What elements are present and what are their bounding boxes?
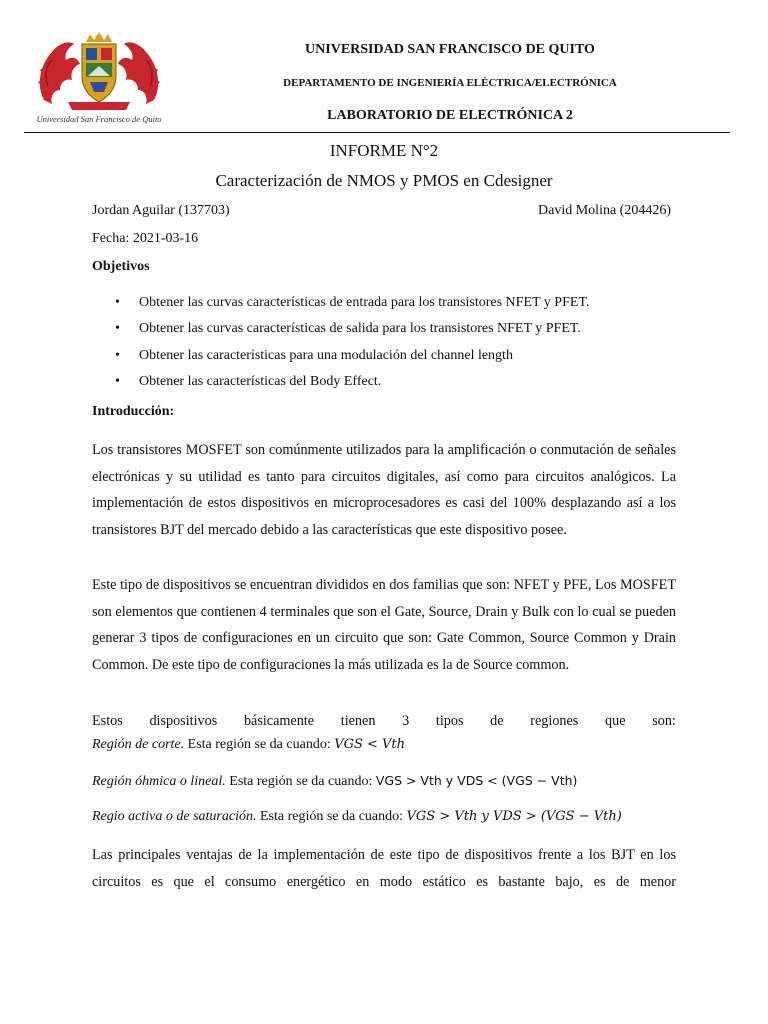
region-cutoff-label: Región de corte.	[92, 737, 185, 752]
author-left: Jordan Aguilar (137703)	[92, 203, 230, 218]
region-ohmic	[92, 773, 577, 790]
word: que	[605, 713, 626, 729]
region-cutoff-text: Esta región se da cuando:	[187, 737, 331, 752]
logo-caption: Universidad San Francisco de Quito	[36, 114, 162, 124]
university-name: UNIVERSIDAD SAN FRANCISCO DE QUITO	[305, 42, 595, 57]
word: de	[490, 713, 504, 729]
intro-paragraph-1: Los transistores MOSFET son comúnmente utilizados para la amplificación o conmutación de señales electrónicas y su utilidad es tanto para circuitos digitales, así como para circuitos analógicos. La implementación de estos dispositivos en microprocesadores es casi del 100% desplazando así a los transistores BJT del mercado debido a las características que este dispositivo posee.	[92, 442, 676, 538]
lab-name: LABORATORIO DE ELECTRÓNICA 2	[327, 108, 573, 123]
word: 3	[402, 713, 410, 729]
region-cutoff	[92, 737, 405, 753]
list-item: • Obtener las curvas características de entrada para los transistores NFET y PFET.	[92, 290, 692, 316]
department-name: DEPARTAMENTO DE INGENIERÍA ELÉCTRICA/ELECTRÓNICA	[283, 77, 617, 89]
intro-heading: Introducción:	[92, 404, 175, 419]
region-saturation-equation: VGS > Vth y VDS > (VGS − Vth)	[406, 809, 622, 824]
list-item: • Obtener las curvas características de salida para los transistores NFET y PFET.	[92, 316, 692, 342]
word: dispositivos	[149, 713, 218, 729]
word: son:	[652, 713, 676, 729]
list-item: • Obtener las características del Body Effect.	[92, 369, 692, 395]
report-number: INFORME N°2	[329, 141, 439, 160]
regions-intro-line	[92, 708, 676, 735]
header-divider	[24, 132, 730, 133]
region-ohmic-equation: VGS > Vth y VDS < (VGS − Vth)	[375, 773, 578, 788]
region-saturation	[92, 809, 622, 825]
region-ohmic-text: Esta región se da cuando:	[229, 774, 373, 789]
intro-paragraph-2: Este tipo de dispositivos se encuentran divididos en dos familias que son: NFET y PFE, Los MOSFET son elementos que contienen 4 terminales que son el Gate, Source, Drain y Bulk con lo cual se pueden generar 3 tipos de configuraciones en un circuito que son: Gate Common, Source Common y Drain Common. De este tipo de configuraciones la más utilizada es la de Source common.	[92, 577, 676, 673]
intro-paragraph-4: Las principales ventajas de la implementación de este tipo de dispositivos frente a los BJT en los circuitos es que el consumo energético en modo estático es bastante bajo, es de menor	[92, 847, 676, 890]
author-right: David Molina (204426)	[538, 203, 671, 218]
university-logo	[34, 30, 164, 130]
word: tienen	[340, 713, 376, 729]
region-saturation-text: Esta región se da cuando:	[259, 809, 404, 824]
list-item: • Obtener las características para una modulación del channel length	[92, 343, 692, 369]
report-date: Fecha: 2021-03-16	[92, 231, 199, 246]
word: básicamente	[243, 713, 315, 729]
word: Estos	[92, 713, 123, 729]
word: regiones	[530, 713, 579, 729]
objectives-heading: Objetivos	[92, 259, 150, 274]
region-ohmic-label: Región óhmica o lineal.	[92, 774, 226, 789]
report-title: Caracterización de NMOS y PMOS en Cdesigner	[215, 171, 553, 190]
objectives-list	[92, 290, 692, 395]
word: tipos	[435, 713, 464, 729]
dragon-shield-emblem-icon	[34, 30, 164, 116]
region-cutoff-equation: VGS < Vth	[334, 737, 406, 752]
region-saturation-label: Regio activa o de saturación.	[92, 809, 257, 824]
